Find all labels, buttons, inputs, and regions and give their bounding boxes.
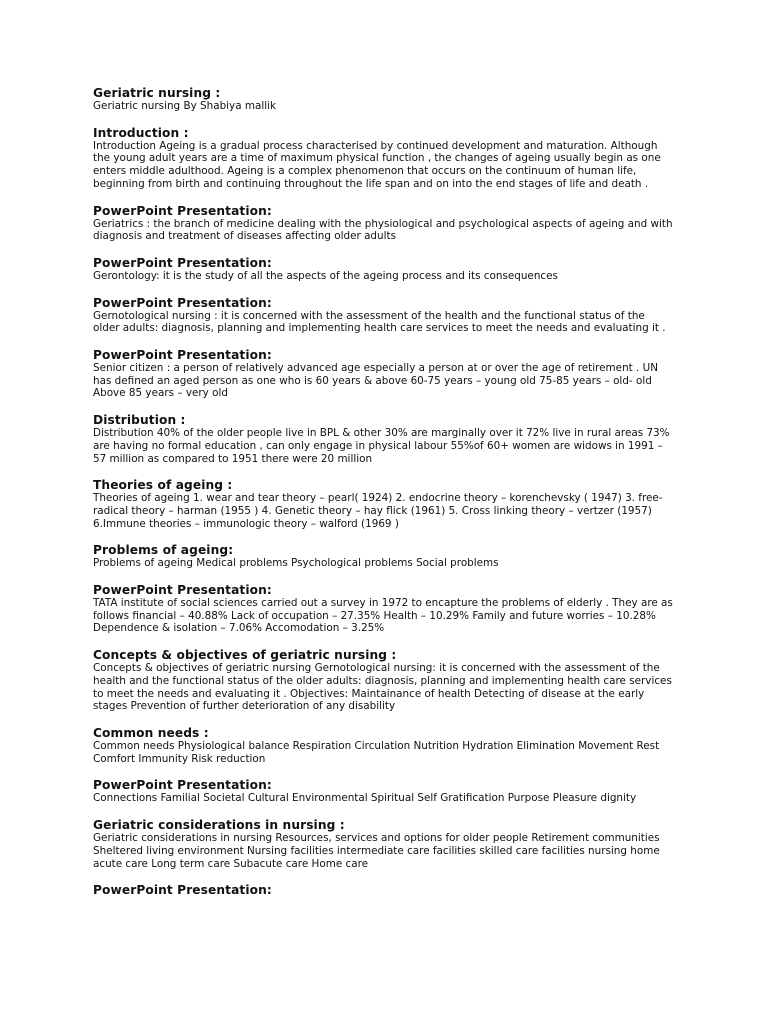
section-heading: Distribution : xyxy=(93,413,186,428)
section-tata-survey xyxy=(93,583,673,635)
section-text: Geriatrics : the branch of medicine dealing with the physiological and psychological aspects of ageing and with diagnosis and treatment of diseases affecting older adults xyxy=(93,217,673,243)
section-text: Distribution 40% of the older people live in BPL & other 30% are marginally over it 72% live in rural areas 73% are having no formal education , can only engage in physical labour 55%of 60+ women are widows in 1991 – 57 million as compared to 1951 there were 20 million xyxy=(93,427,670,465)
section-heading: PowerPoint Presentation: xyxy=(93,255,272,270)
section-text: Theories of ageing 1. wear and tear theory – pearl( 1924) 2. endocrine theory – korenchevsky ( 1947) 3. free-radical theory – harman (1955 ) 4. Genetic theory – hay flick (1961) 5. Cross linking theory – vertzer (1957) 6.Immune theories – immunologic theory – walford (1969 ) xyxy=(93,492,663,530)
document-body xyxy=(93,86,673,910)
section-heading: Introduction : xyxy=(93,125,189,140)
section-text: Concepts & objectives of geriatric nursing Gernotological nursing: it is concerned with the assessment of the health and the functional status of the older adults: diagnosis, planning and implementing health care services to meet the needs and evaluating it . Objectives: Maintainance of health Detecting of disease at the early stages Prevention of further deterioration of any disability xyxy=(93,662,672,713)
section-senior-citizen xyxy=(93,348,673,400)
section-concepts-objectives xyxy=(93,648,673,713)
section-heading: Concepts & objectives of geriatric nursing : xyxy=(93,648,397,663)
section-text: Problems of ageing Medical problems Psychological problems Social problems xyxy=(93,557,499,570)
section-theories-of-ageing xyxy=(93,478,673,530)
section-gerontological-nursing xyxy=(93,296,673,335)
section-heading: PowerPoint Presentation: xyxy=(93,348,272,363)
section-text: Geriatric considerations in nursing Resources, services and options for older people Retirement communities Sheltered living environment Nursing facilities intermediate care facilities skilled care facilities nursing home acute care Long term care Subacute care Home care xyxy=(93,832,660,870)
section-final-presentation xyxy=(93,883,673,897)
section-heading: PowerPoint Presentation: xyxy=(93,883,272,898)
section-text: Geriatric nursing By Shabiya mallik xyxy=(93,100,277,112)
section-text: Common needs Physiological balance Respiration Circulation Nutrition Hydration Elimination Movement Rest Comfort Immunity Risk reduction xyxy=(93,739,660,765)
section-heading: Theories of ageing : xyxy=(93,478,233,493)
section-text: Introduction Ageing is a gradual process characterised by continued development and maturation. Although the young adult years are a time of maximum physical function , the changes of ageing usually begin as one enters middle adulthood. Ageing is a complex phenomenon that occurs on the continuum of human life, beginning from birth and continuing throughout the life span and on into the end stages of life and death . xyxy=(93,139,661,190)
section-text: Gernotological nursing : it is concerned with the assessment of the health and the functional status of the older adults: diagnosis, planning and implementing health care services to meet the needs and evaluating it . xyxy=(93,309,666,335)
section-text: TATA institute of social sciences carried out a survey in 1972 to encapture the problems of elderly . They are as follows financial – 40.88% Lack of occupation – 27.35% Health – 10.29% Family and future worries – 10.28% Dependence & isolation – 7.06% Accomodation – 3.25% xyxy=(93,597,673,635)
section-heading: PowerPoint Presentation: xyxy=(93,203,272,218)
section-gerontology-definition xyxy=(93,256,673,283)
section-heading: Geriatric considerations in nursing : xyxy=(93,818,345,833)
section-heading: Common needs : xyxy=(93,725,209,740)
section-text: Gerontology: it is the study of all the aspects of the ageing process and its consequences xyxy=(93,269,558,282)
section-common-needs xyxy=(93,726,673,765)
section-heading: PowerPoint Presentation: xyxy=(93,583,272,598)
section-heading: Problems of ageing: xyxy=(93,543,234,558)
section-distribution xyxy=(93,413,673,465)
section-heading: PowerPoint Presentation: xyxy=(93,778,272,793)
section-geriatric-considerations xyxy=(93,818,673,870)
section-geriatric-nursing xyxy=(93,86,673,113)
section-introduction xyxy=(93,126,673,191)
section-geriatrics-definition xyxy=(93,204,673,243)
section-text: Senior citizen : a person of relatively advanced age especially a person at or over the age of retirement . UN has defined an aged person as one who is 60 years & above 60-75 years – young old 75-85 years – old- old Above 85 years – very old xyxy=(93,362,659,400)
section-heading: PowerPoint Presentation: xyxy=(93,295,272,310)
section-heading: Geriatric nursing : xyxy=(93,86,221,100)
section-text: Connections Familial Societal Cultural Environmental Spiritual Self Gratification Purpose Pleasure dignity xyxy=(93,792,637,805)
section-connections xyxy=(93,778,673,805)
section-problems-of-ageing xyxy=(93,543,673,570)
